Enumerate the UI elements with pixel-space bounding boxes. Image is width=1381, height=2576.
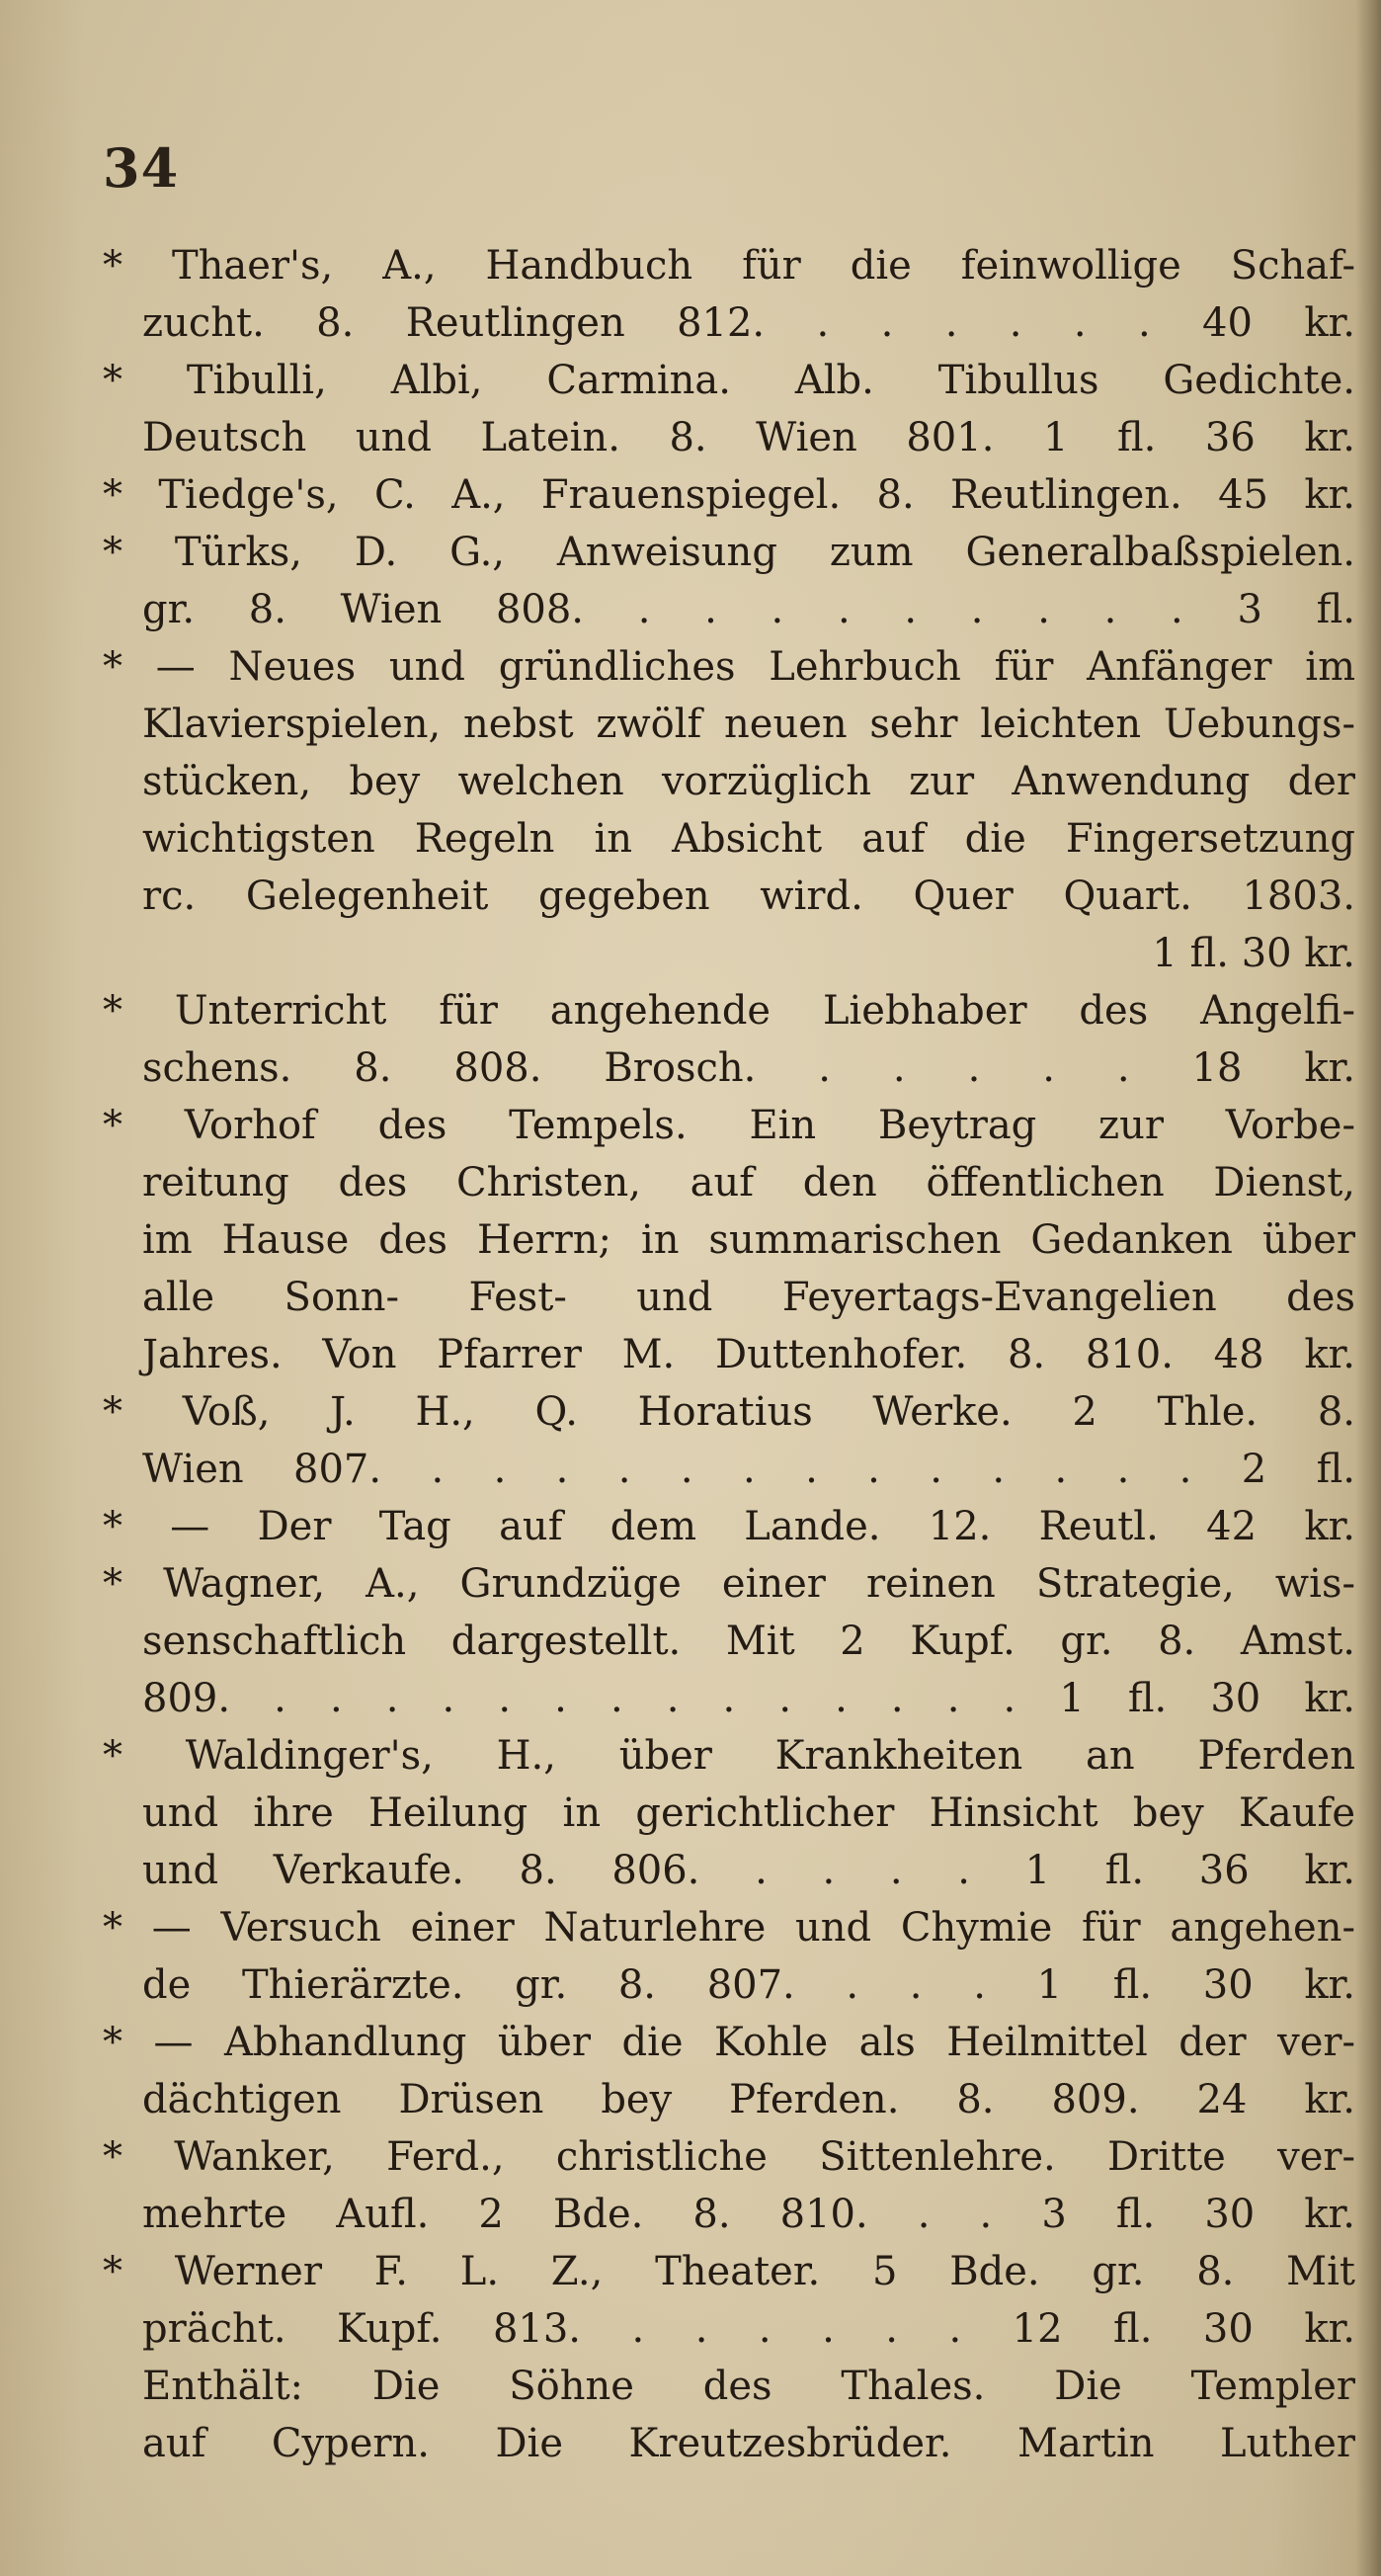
catalog-text-column — [103, 237, 1355, 2472]
catalog-line: und ihre Heilung in gerichtlicher Hinsicht bey Kaufe — [142, 1790, 1355, 1836]
catalog-line: stücken, bey welchen vorzüglich zur Anwendung der — [142, 759, 1355, 804]
page-number: 34 — [103, 136, 180, 200]
catalog-line: * — Abhandlung über die Kohle als Heilmittel der ver- — [103, 2020, 1355, 2065]
catalog-line: reitung des Christen, auf den öffentlichen Dienst, — [142, 1160, 1355, 1205]
catalog-line: de Thierärzte. gr. 8. 807. . . . 1 fl. 30 kr. — [142, 1962, 1355, 2008]
catalog-line: * Wagner, A., Grundzüge einer reinen Strategie, wis- — [103, 1561, 1355, 1607]
catalog-line: * — Neues und gründliches Lehrbuch für Anfänger im — [103, 644, 1355, 690]
catalog-line: Enthält: Die Söhne des Thales. Die Templer — [142, 2364, 1355, 2409]
catalog-line: 809. . . . . . . . . . . . . . . 1 fl. 30 kr. — [142, 1676, 1355, 1721]
catalog-line: * Vorhof des Tempels. Ein Beytrag zur Vorbe- — [103, 1103, 1355, 1148]
catalog-line: auf Cypern. Die Kreutzesbrüder. Martin Luther — [142, 2421, 1355, 2466]
catalog-line: senschaftlich dargestellt. Mit 2 Kupf. gr. 8. Amst. — [142, 1619, 1355, 1664]
catalog-line: gr. 8. Wien 808. . . . . . . . . . 3 fl. — [142, 587, 1355, 632]
catalog-line: * — Der Tag auf dem Lande. 12. Reutl. 42 kr. — [103, 1504, 1355, 1549]
catalog-line: wichtigsten Regeln in Absicht auf die Fingersetzung — [142, 816, 1355, 862]
catalog-line: schens. 8. 808. Brosch. . . . . . 18 kr. — [142, 1045, 1355, 1091]
catalog-line: mehrte Aufl. 2 Bde. 8. 810. . . 3 fl. 30 kr. — [142, 2192, 1355, 2237]
catalog-line: und Verkaufe. 8. 806. . . . . 1 fl. 36 kr. — [142, 1848, 1355, 1893]
catalog-line: * — Versuch einer Naturlehre und Chymie für angehen- — [103, 1905, 1355, 1951]
catalog-line: 1 fl. 30 kr. — [1152, 931, 1355, 976]
catalog-line: * Waldinger's, H., über Krankheiten an Pferden — [103, 1733, 1355, 1779]
catalog-line: * Voß, J. H., Q. Horatius Werke. 2 Thle. 8. — [103, 1389, 1355, 1435]
catalog-line: prächt. Kupf. 813. . . . . . . 12 fl. 30 kr. — [142, 2306, 1355, 2352]
catalog-line: Klavierspielen, nebst zwölf neuen sehr leichten Uebungs- — [142, 702, 1355, 747]
catalog-line: * Thaer's, A., Handbuch für die feinwollige Schaf- — [103, 243, 1355, 289]
catalog-line: rc. Gelegenheit gegeben wird. Quer Quart. 1803. — [142, 873, 1355, 919]
catalog-line: * Wanker, Ferd., christliche Sittenlehre. Dritte ver- — [103, 2134, 1355, 2180]
catalog-line: * Türks, D. G., Anweisung zum Generalbaßspielen. — [103, 530, 1355, 575]
catalog-line: zucht. 8. Reutlingen 812. . . . . . . 40 kr. — [142, 300, 1355, 346]
catalog-line: Wien 807. . . . . . . . . . . . . . 2 fl. — [142, 1447, 1355, 1492]
catalog-line: Jahres. Von Pfarrer M. Duttenhofer. 8. 810. 48 kr. — [142, 1332, 1355, 1377]
catalog-line: dächtigen Drüsen bey Pferden. 8. 809. 24 kr. — [142, 2077, 1355, 2122]
catalog-line: * Unterricht für angehende Liebhaber des Angelfi- — [103, 988, 1355, 1034]
page-gutter-shadow — [1355, 0, 1381, 2576]
catalog-line: alle Sonn- Fest- und Feyertags-Evangelien des — [142, 1275, 1355, 1320]
catalog-line: im Hause des Herrn; in summarischen Gedanken über — [142, 1217, 1355, 1263]
catalog-line: Deutsch und Latein. 8. Wien 801. 1 fl. 36 kr. — [142, 415, 1355, 460]
catalog-line: * Werner F. L. Z., Theater. 5 Bde. gr. 8. Mit — [103, 2249, 1355, 2294]
catalog-line: * Tibulli, Albi, Carmina. Alb. Tibullus Gedichte. — [103, 358, 1355, 403]
catalog-line: * Tiedge's, C. A., Frauenspiegel. 8. Reutlingen. 45 kr. — [103, 472, 1355, 518]
